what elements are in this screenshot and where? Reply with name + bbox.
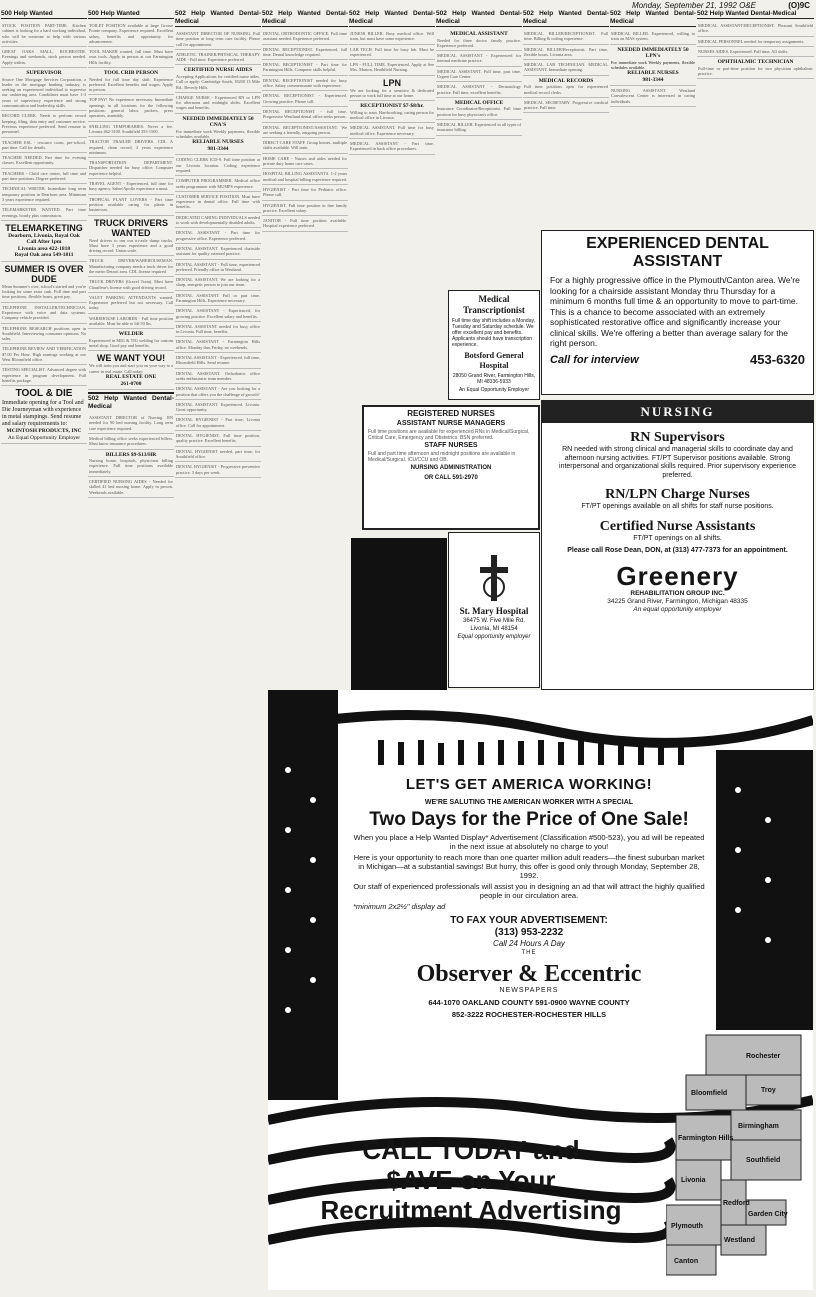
classified-ad: TRAVEL AGENT - Experienced, full time for busy agency. Sabre/Apollo experience a must. <box>88 179 174 195</box>
classified-ad: TELEPHONE INSTALLER/TECHNICIAN. Experience with voice and data systems. Company vehicle provided. <box>1 303 87 324</box>
classified-ad: DENTAL ASSISTANT Full or part time, Farmington Hills. Experience necessary. <box>175 291 261 307</box>
classified-ad: DENTAL ASSISTANT. Experienced chairside assistant for quality oriented practice. <box>175 244 261 260</box>
classified-ad: ASSISTANT DIRECTOR of Nursing. RN needed for 90 bed nursing facility. Long term care experience required. <box>88 413 174 434</box>
classified-ad: CERTIFIED NURSE AIDES Accepting Applications for certified nurse aides. Call or apply: Cambridge South, 18200 13 Mile Rd., Beverly Hills. <box>175 65 261 92</box>
classified-ad: DENTAL ASSISTANT - Farmington Hills office. Monday thru Friday, no weekends. <box>175 337 261 353</box>
classified-ad: TEACHERS - Child care center, full time and part time positions. Degree preferred. <box>1 169 87 185</box>
ad-phone: 453-6320 <box>750 351 805 367</box>
classified-ad: TRACTOR TRAILER DRIVERS. CDL A required, clean record, 2 years experience minimum. <box>88 137 174 158</box>
classified-ad: DENTAL RECEPTIONIST - full time. Progressive Westland dental office seeks person. <box>262 107 348 123</box>
classified-ad: RECORD CLERK. Needs to perform record keeping, filing, data entry and customer service. Previous experience preferred. Send resume to personnel. <box>1 111 87 137</box>
classified-ad: TOP PAY! No experience necessary. Immediate openings in all locations for the following positions: general labor, packers, press operators, assembly. <box>88 95 174 121</box>
classified-ad: LAB TECH. Full time for busy lab. Must be experienced. <box>349 45 435 61</box>
ad-title: TOOL & DIE <box>15 388 73 400</box>
classified-column-3 <box>175 10 261 1295</box>
classified-ad: TECHNICAL WRITER. Immediate long term temporary position in Dearborn area. Minimum 3 years experience required. <box>1 184 87 205</box>
map-label: Garden City <box>748 1211 788 1218</box>
map-label: Canton <box>674 1258 699 1265</box>
header-date: Monday, September 21, 1992 O&E <box>632 1 756 10</box>
classified-ad: MEDICAL BILLER/RECEPTIONIST. Full time. Billing & coding experience. <box>523 29 609 45</box>
classified-ad: DENTAL HYGIENIST needed, part time, for Southfield office. <box>175 447 261 463</box>
registered-nurses-ad: REGISTERED NURSES ASSISTANT NURSE MANAGERS Full time positions are available for experienced RNs in Medical/Surgical, Critical Care, Emergency and Obstetrics. BSN preferred. STAFF NURSES Full and part time afternoon and midnight positions are available in Medical/Surgical, ICU/CCU and OB. NURSING ADMINISTRATION OR CALL 591-2970 <box>362 405 540 530</box>
classified-ad: WAREHOUSE LABORER - Full time position available. Must be able to lift 50 lbs. <box>88 314 174 330</box>
ad-title: NEEDED IMMEDIATELY 50 CNA'S <box>182 115 254 129</box>
classified-ad: MEDICAL SECRETARY. Progressive medical practice. Full time. <box>523 98 609 114</box>
classified-ad: TELEMARKETING Dearborn, Livonia, Royal Oak Call After 1pm Livonia area 422-1818 Royal Oak area 549-1811 <box>1 221 87 262</box>
classified-ad: STOCK POSITION PART-TIME. Kitchen cabinet is looking for a hard working individual, who will be someone to help with various activities. <box>1 21 87 47</box>
medical-transcriptionist-ad: Medical Transcriptionist Full time day shift includes a Monday, Tuesday and Saturday schedule. We offer excellent pay and benefits. Applicants should have transcription experience. Botsford General Hospital 28050 Grand River, Farmington Hills, MI 48336-5933 An Equal Opportunity Employer <box>448 290 540 400</box>
ad-title: EXPERIENCED DENTAL ASSISTANT <box>586 235 769 270</box>
nursing-ad: NURSING RN Supervisors RN needed with strong clinical and managerial skills to coordinate day and afternoon nursing activities. FT/PT Supervisor positions available. Strong interpersonal and organizational skills required. Prior supervisory experience preferred. RN/LPN Charge Nurses FT/PT openings available on all shifts for staff nurse positions. Certified Nurse Assistants FT/PT openings on all shifts. Please call Rose Dean, DON, at (313) 477-7373 for an appointment. Greenery REHABILITATION GROUP INC. 34225 Grand River, Farmington, Michigan 48335 An equal opportunity employer <box>541 400 814 690</box>
ad-title: LET'S GET AMERICA WORKING! <box>405 776 653 793</box>
ad-title: NURSING <box>542 401 813 423</box>
classified-ad: TROPICAL PLANT LOVERS - Part time position available caring for plants in businesses. <box>88 195 174 216</box>
map-label: Westland <box>724 1237 755 1244</box>
get-america-working-ad <box>268 690 813 1290</box>
section-heading: 500 Help Wanted <box>88 10 174 19</box>
hospital-logo-icon <box>474 553 514 603</box>
ad-title: WELDER <box>118 331 144 338</box>
ad-title: TRUCK DRIVERS WANTED <box>93 217 168 238</box>
map-label: Livonia <box>681 1177 706 1184</box>
ad-title: CERTIFIED NURSE AIDES <box>183 67 253 74</box>
classified-ad: HOME CARE - Nurses and aides needed for private duty home care cases. <box>262 154 348 170</box>
rn-supervisors: RN Supervisors <box>630 430 725 445</box>
classified-ad: HYGIENIST - Part time for Pediatric office. Please call. <box>262 185 348 201</box>
classified-ad: DENTAL ASSISTANT - Experienced, for growing practice. Excellent salary and benefits. <box>175 306 261 322</box>
classified-ad: MEDICAL ASSISTANT Needed for three doctor family practice. Experience preferred. <box>436 29 522 51</box>
page-number: (O)9C <box>788 1 810 10</box>
classified-ad: TELEPHONE RESEARCH positions open in Southfield. Interviewing consumer opinions. No sales. <box>1 324 87 345</box>
ad-title: MEDICAL OFFICE <box>454 99 504 106</box>
classified-ad: DENTAL ASSISTANT. Orthodontic office seeks enthusiastic team member. <box>175 369 261 385</box>
ad-title: TELEMARKETING <box>5 222 83 233</box>
classified-ad: TRANSPORTATION DEPARTMENT. Dispatcher needed for busy office. Computer experience helpful. <box>88 158 174 179</box>
classified-ad: NURSES AIDES. Experienced. Full time. All shifts. <box>697 47 814 57</box>
ad-call: 453-6320 Call for interview <box>550 351 805 367</box>
classified-ad: DIRECT CARE STAFF. Group homes, multiple shifts available. Will train. <box>262 138 348 154</box>
map-label: Troy <box>761 1087 776 1094</box>
fax-number: (313) 953-2232 <box>494 927 564 938</box>
classified-ad: CHARGE NURSE - Experienced RN or LPN for afternoon and midnight shifts. Excellent wages and benefits. <box>175 93 261 114</box>
classified-ad: NEEDED IMMEDIATELY 50 CNA'S For immediate work Weekly payments, flexible schedules available. RELIABLE NURSES 981-3344 <box>175 114 261 156</box>
classified-ad: DENTAL ASSISTANT needed for busy office in Livonia. Full time, benefits. <box>175 322 261 338</box>
ad-title: BILLERS $9-$13/HR <box>105 451 157 458</box>
ad-title: MEDICAL ASSISTANT <box>450 31 508 37</box>
classified-ad: WELDER Experienced in MIG & TIG welding for custom metal shop. Good pay and benefits. <box>88 329 174 351</box>
greenery-logo: Greenery <box>616 560 739 591</box>
map-label: Farmington Hills <box>678 1135 734 1142</box>
map-label: Southfield <box>746 1157 781 1164</box>
offer-headline: Two Days for the Price of One Sale! <box>369 809 689 830</box>
classified-ad: WE WANT YOU! We will train you and start you on your way to a career in real estate. Call today: REAL ESTATE ONE 261-0700 <box>88 351 174 390</box>
map-label: Birmingham <box>738 1123 779 1130</box>
ad-title: TOOL CRIB PERSON <box>103 70 159 77</box>
ad-title: SUMMER IS OVER DUDE <box>4 263 84 284</box>
classified-ad: Medical billing office seeks experienced billers. Must know insurance procedures. <box>88 434 174 450</box>
classified-ad: DENTAL RECEPTIONIST - Part time for Farmington Hills. Computer skills helpful. <box>262 60 348 76</box>
ad-title: LPN <box>383 77 401 88</box>
classified-ad: TELEPHONE REVIEW AND VERIFICATION $7.00 Per Hour. High earnings working at our West Bloomfield office. <box>1 344 87 365</box>
classified-ad: GREAT OAKS MALL, ROCHESTER. Evenings and weekends, stock person needed. Apply within. <box>1 47 87 68</box>
classified-ad: LPN We are looking for a sensitive & dedicated person to work full time at our home. <box>349 76 435 102</box>
ad-body: For a highly progressive office in the Plymouth/Canton area. We're looking for a chairside assistant Monday thru Thursday for a minimum 6 months full time & an opportunity to move to part-time. This is a chance to become associated with an extremely sophisticated restorative office and significantly increase your clinical skills. We're offering a better than average salary for the right person. <box>550 275 800 348</box>
map-label: Rochester <box>746 1053 781 1060</box>
classified-ad: LPN - FULL TIME. Experienced. Apply at See Mrs. Marion, Heathfield Nursing. <box>349 60 435 76</box>
classified-ad: BILLERS $9-$13/HR Nursing home, hospitals, physicians billing experience. Full time positions available immediately. <box>88 450 174 477</box>
map-label: Bloomfield <box>691 1090 728 1097</box>
classified-column-9 <box>697 10 814 230</box>
section-heading: 502 Help Wanted Dental-Medical <box>349 10 435 25</box>
classified-ad: RECEPTIONIST $7-$8/hr. Willing to train. Hardworking, caring person for medical office in Livonia. <box>349 101 435 123</box>
classified-ad: MEDICAL ASSISTANT - Part time. Experienced in back office procedures. <box>349 139 435 155</box>
classified-ad: HYGIENIST. Full time position in fine family practice. Excellent salary. <box>262 201 348 217</box>
classified-ad: JANITOR - Full time position available. Hospital experience preferred. <box>262 216 348 232</box>
classified-ad: MEDICAL OFFICE Insurance Coordinator/Receptionist. Full time position for busy physician's office. <box>436 98 522 120</box>
classified-ad: MEDICAL BILLER/Receptionist. Part time, flexible hours. Livonia area. <box>523 45 609 61</box>
classified-column-4 <box>262 10 348 686</box>
call-today-headline: CALL TODAY and $AVE on Your Recruitment Advertising <box>320 1135 622 1225</box>
classified-ad: DENTAL RECEPTIONIST - Experienced. Growing practice. Please call. <box>262 91 348 107</box>
classified-ad: DENTAL ASSISTANT - Full time, experienced preferred. Friendly office in Westland. <box>175 260 261 276</box>
classified-ad: TOOL MAKER wanted, full time. Must have own tools. Apply in person at our Farmington Hills facility. <box>88 47 174 68</box>
classified-ad: TOILET POSITION available at large Grosse Pointe company. Experience required. Excellent salary, benefits and opportunity for advancement. <box>88 21 174 47</box>
classified-ad: SNELLING TEMPORARIES. Never a fee. Livonia 462-3100. Southfield 355-1500. <box>88 122 174 138</box>
section-heading: 502 Help Wanted Dental-Medical <box>697 10 814 19</box>
classified-ad: DENTAL ASSISTANT. We are looking for a sharp, energetic person to join our team. <box>175 275 261 291</box>
ad-body: Full time day shift includes a Monday, Tuesday and Saturday schedule. We offer excellent pay and benefits. Applicants should have transcription experience. <box>452 318 536 348</box>
classified-ad: COMPUTER PROGRAMMER. Medical office seeks programmer with MUMPS experience. <box>175 176 261 192</box>
classified-ad: DENTAL ORTHODONTIC OFFICE. Full time assistant needed. Experience preferred. <box>262 29 348 45</box>
classified-column-8 <box>610 10 696 230</box>
section-heading: 500 Help Wanted <box>1 10 87 19</box>
ad-title: OPHTHALMIC TECHNICIAN <box>717 59 794 66</box>
classified-ad: DENTAL HYGIENIST - Part time, Livonia office. Call for appointment. <box>175 415 261 431</box>
classified-ad: TRUCK DRIVERS (Gravel Train). Must have Chauffeur's license with good driving record. <box>88 277 174 293</box>
page-header <box>0 0 816 10</box>
map-label: Plymouth <box>671 1223 703 1230</box>
classified-column-1 <box>1 10 87 1295</box>
classified-column-5 <box>349 10 435 405</box>
classified-ad: CUSTOMER SERVICE POSITION. Must have experience in dental office. Full time with benefits. <box>175 192 261 213</box>
classified-ad: TESTING SPECIALIST. Advanced degree with experience in program development. Full benefits package. <box>1 365 87 386</box>
classified-column-7 <box>523 10 609 230</box>
classified-ad: DENTAL ASSISTANT. Experienced. Livonia. Great opportunity. <box>175 400 261 416</box>
classified-ad: SUPERVISOR Source One Mortgage Services Corporation, a leader in the mortgage banking industry, is seeking an experienced individual to supervise our cashiering area. Candidates must have 1-3 years of supervisory experience and strong communication and leadership skills. <box>1 68 87 111</box>
classified-ad: MEDICAL BILLER. Experienced, willing to train on MAS system. <box>610 29 696 45</box>
classified-ad: CERTIFIED NURSING AIDES - Needed for skilled 41 bed nursing home. Apply in person. Weekends available. <box>88 477 174 498</box>
classified-ad: DENTAL ASSISTANT - Experienced, full time, Bloomfield Hills. Send resume. <box>175 353 261 369</box>
classified-ad: CODING CLERK ICD-9. Full time position at our Livonia location. Coding experience required. <box>175 155 261 176</box>
classified-ad: MEDICAL PERSONNEL needed for temporary assignments. <box>697 37 814 47</box>
classified-ad: MEDICAL ASSISTANT. Full time, part time. Urgent Care Center. <box>436 67 522 83</box>
classified-ad: TOOL & DIE Immediate opening for a Tool and Die Journeyman with experience in metal stampings. Send resume and salary requirements to: MCINTOSH PRODUCTS, INC An Equal Opportunity Employer <box>1 386 87 444</box>
offer-panel: LET'S GET AMERICA WORKING! WE'RE SALUTING THE AMERICAN WORKER WITH A SPECIAL Two Days for the Price of One Sale! When you place a Help Wanted Display* Advertisement (Classification #500-523), you ad will be repeated in the next issue at absolutely no charge to you! Here is your opportunity to reach more than one quarter million adult readers—the finest suburban market in Michigan—at a substantial savings! But hurry, this offer is good only through Monday, September 28, 1992. Our staff of experienced professionals will assist you in designing an ad that will attract the highly qualified people in our circulation area. *minimum 2x2½" display ad TO FAX YOUR ADVERTISEMENT: (313) 953-2232 Call 24 Hours A Day THE Observer & Eccentric NEWSPAPERS 644-1070 OAKLAND COUNTY 591-0900 WAYNE COUNTY 852-3222 ROCHESTER-ROCHESTER HILLS <box>343 770 715 1090</box>
classified-ad: TEACHER ESL - resource room, pre-school, part time. Call for details. <box>1 138 87 154</box>
ad-title: REGISTERED NURSES <box>407 409 495 418</box>
classified-ad: HOSPITAL BILLING ASSISTANTS. 1-2 years medical and hospital billing experience required. <box>262 169 348 185</box>
hospital-name: Botsford General Hospital <box>464 351 524 370</box>
section-heading: 502 Help Wanted Dental-Medical <box>610 10 696 25</box>
ad-title: SUPERVISOR <box>26 70 62 77</box>
classified-column-2 <box>88 10 174 1295</box>
classified-ad: MEDICAL ASSISTANT - Dermatology practice. Full time, excellent benefits. <box>436 82 522 98</box>
map-label: Redford <box>723 1200 750 1207</box>
classified-ad: MEDICAL ASSISTANT/RECEPTIONIST. Pleasant Southfield office. <box>697 21 814 37</box>
classified-ad: DENTAL RECEPTIONIST needed for busy office. Salary commensurate with experience. <box>262 76 348 92</box>
classified-ad: TRUCK DRIVERS WANTED Need drivers to run our tri-axle dump trucks. Must have 3 years experience and a good driving record. Union scale. <box>88 216 174 257</box>
classified-ad: TEACHER NEEDED. Part time for evening classes. Excellent opportunity. <box>1 153 87 169</box>
classified-ad: MEDICAL LAB TECHNICIAN. MEDICAL ASSISTANT. Immediate opening. <box>523 60 609 76</box>
section-heading: 502 Help Wanted Dental-Medical <box>262 10 348 25</box>
classified-ad: MEDICAL ASSISTANT. Full time for busy medical office. Experience necessary. <box>349 123 435 139</box>
st-mary-hospital-ad: St. Mary Hospital 36475 W. Five Mile Rd. Livonia, MI 48154 Equal opportunity employer <box>448 532 540 688</box>
classified-ad: DENTAL HYGIENIST. Full time position, quality practice. Excellent benefits. <box>175 431 261 447</box>
classified-ad: ASSISTANT DIRECTOR OF NURSING. Full time position at long term care facility. Please call for appointment. <box>175 29 261 50</box>
dental-assistant-ad <box>541 230 814 395</box>
circulation-map <box>666 1030 808 1280</box>
classified-ad: DENTAL ASSISTANT - Are you looking for a position that offers you the challenge of growth? <box>175 384 261 400</box>
classified-ad: DENTAL HYGIENIST - Progressive preventive practice. 3 days per week. <box>175 462 261 478</box>
dark-ad-block <box>351 538 447 690</box>
classified-ad: DEDICATED CARING INDIVIDUALS needed to work with developmentally disabled adults. <box>175 213 261 229</box>
section-heading: 502 Help Wanted Dental-Medical <box>175 10 261 25</box>
classified-ad: ATHLETIC TRAINER/PHYSICAL THERAPY AIDE - Full time. Experience preferred. <box>175 50 261 66</box>
classified-ad: DENTAL ASSISTANT - Part time for progressive office. Experience preferred. <box>175 228 261 244</box>
section-heading: 502 Help Wanted Dental-Medical <box>436 10 522 25</box>
ad-title: RECEPTIONIST $7-$8/hr. <box>360 103 424 110</box>
classified-ad: NEEDED IMMEDIATELY 50 LPN's For immediate work Weekly payments, flexible schedules available. RELIABLE NURSES 981-3344 <box>610 45 696 87</box>
classified-ad: MEDICAL RECORDS Full time positions open for experienced medical record clerks. <box>523 76 609 98</box>
ad-title: Medical Transcriptionist <box>463 294 525 315</box>
classified-ad: DENTAL RECEPTIONIST/ASSISTANT. We are seeking a friendly, outgoing person. <box>262 123 348 139</box>
section-heading: 502 Help Wanted Dental-Medical <box>88 392 174 411</box>
section-heading: 502 Help Wanted Dental-Medical <box>523 10 609 25</box>
classified-ad: OPHTHALMIC TECHNICIAN Full-time or part-time position for two physician ophthalmic practice. <box>697 57 814 79</box>
classified-ad: MEDICAL BILLER. Experienced in all types of insurance billing. <box>436 120 522 136</box>
classified-ad: VALET PARKING ATTENDANTS wanted. Experience preferred but not necessary. Call today. <box>88 293 174 314</box>
classified-ad: NURSING ASSISTANT. Westland Convalescent Center is interested in caring individuals. <box>610 86 696 107</box>
classified-ad: SUMMER IS OVER DUDE Mean Summer's over, school's started and you're looking for some extra cash. Full time and part time positions, flexible hours, great pay. <box>1 262 87 303</box>
classified-ad: TRUCK DRIVER/WAREHOUSEMAN. Manufacturing company needs a truck driver for the metro Detroit area. CDL license required. <box>88 256 174 277</box>
classified-column-6 <box>436 10 522 300</box>
classified-ad: TOOL CRIB PERSON Needed for full time day shift. Experience preferred. Excellent benefits and wages. Apply in person. <box>88 68 174 95</box>
classified-ad: MEDICAL ASSISTANT - Experienced for internal medicine practice. <box>436 51 522 67</box>
classified-ad: TELEMARKETER WANTED. Part time evenings, hourly plus commission. <box>1 205 87 221</box>
classified-ad: DENTAL RECEPTIONIST. Experienced, full time. Dental knowledge required. <box>262 45 348 61</box>
observer-eccentric-logo: Observer & Eccentric <box>416 961 642 987</box>
ad-title: NEEDED IMMEDIATELY 50 LPN's <box>617 46 689 60</box>
classified-ad: JUNIOR BILLER. Busy medical office. Will train, but must have some experience. <box>349 29 435 45</box>
ad-title: MEDICAL RECORDS <box>538 77 594 84</box>
ad-title: WE WANT YOU! <box>96 353 166 364</box>
hospital-name: St. Mary Hospital <box>459 606 529 616</box>
